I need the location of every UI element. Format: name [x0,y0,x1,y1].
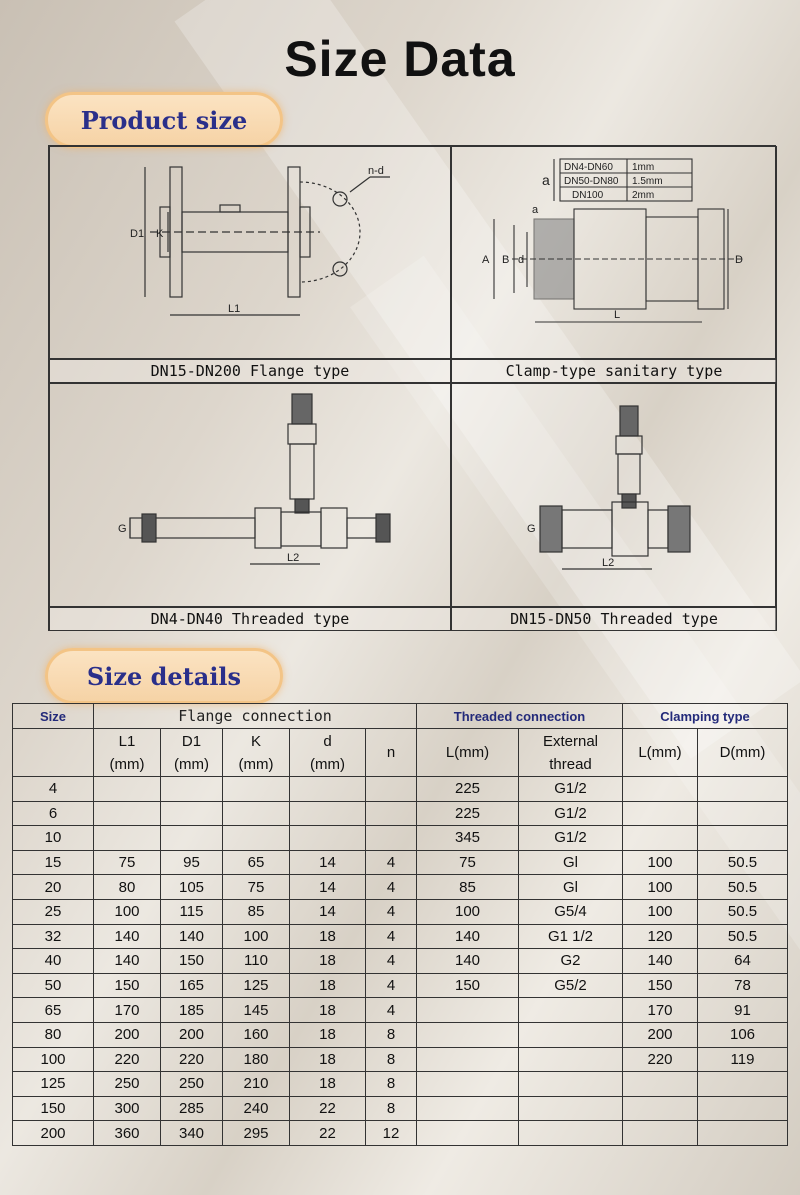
table-cell [698,777,788,802]
table-cell: 105 [161,875,223,900]
flange-diagram [49,146,451,359]
table-cell [623,826,698,851]
table-cell: 4 [366,875,417,900]
table-cell: 100 [94,899,161,924]
table-cell: G1/2 [519,777,623,802]
table-cell [519,1072,623,1097]
table-cell [698,1072,788,1097]
table-row [13,801,788,826]
header-size: Size [13,704,94,729]
table-cell [417,1022,519,1047]
table-cell: 100 [223,924,290,949]
table-cell: 95 [161,850,223,875]
table-cell: 80 [13,1022,94,1047]
table-cell: 160 [223,1022,290,1047]
table-cell: G2 [519,949,623,974]
label-l2: L2 [602,557,615,569]
table-cell: 50 [13,973,94,998]
table-row [13,850,788,875]
table-cell: Gl [519,875,623,900]
page-title: Size Data [284,31,516,87]
size-table [12,703,788,1146]
label-l2: L2 [287,552,300,564]
table-cell [623,1121,698,1146]
subheader-l1: L1 (mm) [94,729,161,777]
label-l1: L1 [228,303,241,315]
table-cell: 65 [223,850,290,875]
table-row [13,899,788,924]
table-cell: 6 [13,801,94,826]
label-a: a [532,204,539,216]
table-cell: 80 [94,875,161,900]
table-cell [366,777,417,802]
table-cell: 140 [161,924,223,949]
table-cell: 50.5 [698,924,788,949]
table-cell: G1 1/2 [519,924,623,949]
table-row [13,1047,788,1072]
subheader-empty [13,729,94,777]
table-cell: 18 [290,1047,366,1072]
subheader-n: n [366,729,417,777]
table-cell: 200 [161,1022,223,1047]
table-cell [94,777,161,802]
subheader-threaded-l: L(mm) [417,729,519,777]
table-cell: 150 [161,949,223,974]
table-cell [223,826,290,851]
subheader-k: K (mm) [223,729,290,777]
table-cell: 120 [623,924,698,949]
label-g: G [527,523,536,535]
table-cell: 140 [623,949,698,974]
table-cell: 200 [623,1022,698,1047]
table-cell: 20 [13,875,94,900]
table-body [13,777,788,1146]
table-cell: 14 [290,875,366,900]
table-cell: 220 [94,1047,161,1072]
table-row [13,1121,788,1146]
table-cell: Gl [519,850,623,875]
table-cell: 50.5 [698,899,788,924]
clamp-diagram [451,146,777,359]
table-cell: 8 [366,1072,417,1097]
subheader-d: d (mm) [290,729,366,777]
table-cell: 15 [13,850,94,875]
table-cell: G5/4 [519,899,623,924]
table-cell [290,777,366,802]
table-cell: 165 [161,973,223,998]
table-cell: 220 [161,1047,223,1072]
table-cell: 170 [94,998,161,1023]
threaded-small-diagram [49,383,451,607]
table-cell: 32 [13,924,94,949]
a-table-value-1: 1mm [632,162,655,173]
table-cell: 14 [290,899,366,924]
a-table-value-2: 1.5mm [632,176,663,187]
table-cell: 12 [366,1121,417,1146]
table-cell: 225 [417,801,519,826]
table-cell: 4 [366,924,417,949]
table-cell: 170 [623,998,698,1023]
table-cell: 285 [161,1096,223,1121]
table-cell: 300 [94,1096,161,1121]
table-cell: 50.5 [698,850,788,875]
table-cell [698,826,788,851]
table-cell: 210 [223,1072,290,1097]
table-cell [519,1096,623,1121]
table-cell: 8 [366,1096,417,1121]
table-cell [417,1072,519,1097]
table-cell: 18 [290,1022,366,1047]
subheader-external-thread: External thread [519,729,623,777]
table-cell: 295 [223,1121,290,1146]
table-cell: 18 [290,973,366,998]
table-cell [417,1096,519,1121]
table-cell [519,998,623,1023]
header-clamping: Clamping type [623,704,788,729]
table-cell: 250 [161,1072,223,1097]
table-cell [698,1121,788,1146]
subheader-d1: D1 (mm) [161,729,223,777]
table-cell [223,801,290,826]
table-cell: 91 [698,998,788,1023]
label-nd: n-d [368,165,384,177]
diagram-grid [48,145,776,631]
table-cell: 340 [161,1121,223,1146]
table-cell: 78 [698,973,788,998]
table-cell: 100 [13,1047,94,1072]
table-cell: 4 [366,949,417,974]
label-k: K [156,228,164,240]
table-row [13,777,788,802]
table-cell: 4 [366,973,417,998]
table-cell: 360 [94,1121,161,1146]
caption-flange: DN15-DN200 Flange type [49,359,451,383]
table-cell: 200 [94,1022,161,1047]
label-A: A [482,254,490,266]
table-cell: 185 [161,998,223,1023]
table-cell: 4 [366,998,417,1023]
table-cell [417,1047,519,1072]
table-row [13,973,788,998]
table-cell [161,777,223,802]
a-table-value-3: 2mm [632,190,655,201]
section-product-size: Product size [45,92,283,148]
table-cell: 18 [290,1072,366,1097]
table-cell: 100 [623,899,698,924]
label-d1: D1 [130,228,145,240]
label-L: L [614,309,621,321]
subheader-clamp-l: L(mm) [623,729,698,777]
table-cell: 225 [417,777,519,802]
table-cell: 100 [623,850,698,875]
table-row [13,1072,788,1097]
table-cell: 18 [290,998,366,1023]
table-row [13,998,788,1023]
table-cell [698,801,788,826]
table-cell [94,826,161,851]
a-table-range-3: DN100 [572,190,604,201]
table-cell: 18 [290,949,366,974]
table-cell: 50.5 [698,875,788,900]
table-cell: 106 [698,1022,788,1047]
table-cell: 40 [13,949,94,974]
table-cell: 140 [417,949,519,974]
table-cell: 75 [223,875,290,900]
table-cell [519,1022,623,1047]
table-cell [366,826,417,851]
table-cell [161,826,223,851]
table-cell: 4 [366,850,417,875]
a-table-label: a [542,172,550,188]
table-cell: 10 [13,826,94,851]
table-row [13,1096,788,1121]
table-cell [290,801,366,826]
label-g: G [118,523,127,535]
caption-threaded-small: DN4-DN40 Threaded type [49,607,451,631]
table-cell: 140 [94,949,161,974]
table-cell [623,1096,698,1121]
table-cell: 150 [623,973,698,998]
table-cell [290,826,366,851]
table-cell: 125 [13,1072,94,1097]
table-cell: 200 [13,1121,94,1146]
table-cell: 220 [623,1047,698,1072]
table-cell: 150 [13,1096,94,1121]
table-cell: 240 [223,1096,290,1121]
table-cell: 85 [223,899,290,924]
table-cell [366,801,417,826]
table-cell: 4 [13,777,94,802]
table-cell: 75 [94,850,161,875]
table-cell: 4 [366,899,417,924]
table-cell: 115 [161,899,223,924]
table-row [13,924,788,949]
a-table-range-2: DN50-DN80 [564,176,619,187]
caption-clamp: Clamp-type sanitary type [451,359,777,383]
table-row [13,826,788,851]
table-cell [623,801,698,826]
table-cell: G1/2 [519,826,623,851]
table-cell [94,801,161,826]
header-threaded: Threaded connection [417,704,623,729]
table-cell: 22 [290,1121,366,1146]
table-cell [519,1121,623,1146]
table-cell: 25 [13,899,94,924]
table-cell: 65 [13,998,94,1023]
table-cell: 150 [94,973,161,998]
section-size-details: Size details [45,648,283,704]
table-cell [623,1072,698,1097]
table-cell: G1/2 [519,801,623,826]
table-cell: 75 [417,850,519,875]
table-cell: 8 [366,1047,417,1072]
table-row [13,949,788,974]
table-cell: 150 [417,973,519,998]
table-cell: 64 [698,949,788,974]
table-cell [417,1121,519,1146]
subheader-clamp-d: D(mm) [698,729,788,777]
table-cell: 125 [223,973,290,998]
table-cell: 140 [94,924,161,949]
table-cell: 8 [366,1022,417,1047]
table-cell [519,1047,623,1072]
table-cell [417,998,519,1023]
label-d: d [518,254,525,266]
table-cell [161,801,223,826]
table-cell: 180 [223,1047,290,1072]
table-cell: 110 [223,949,290,974]
header-flange: Flange connection [94,704,417,729]
table-cell: 100 [623,875,698,900]
a-table-range-1: DN4-DN60 [564,162,613,173]
label-D: D [735,254,743,266]
table-cell: G5/2 [519,973,623,998]
table-cell: 250 [94,1072,161,1097]
table-cell: 14 [290,850,366,875]
table-row [13,1022,788,1047]
table-cell: 119 [698,1047,788,1072]
caption-threaded-large: DN15-DN50 Threaded type [451,607,777,631]
table-cell: 18 [290,924,366,949]
table-cell [223,777,290,802]
table-cell: 22 [290,1096,366,1121]
table-cell [623,777,698,802]
table-cell: 100 [417,899,519,924]
table-cell [698,1096,788,1121]
table-row [13,875,788,900]
table-cell: 85 [417,875,519,900]
threaded-large-diagram [451,383,777,607]
label-B: B [502,254,510,266]
table-cell: 145 [223,998,290,1023]
table-cell: 345 [417,826,519,851]
table-cell: 140 [417,924,519,949]
